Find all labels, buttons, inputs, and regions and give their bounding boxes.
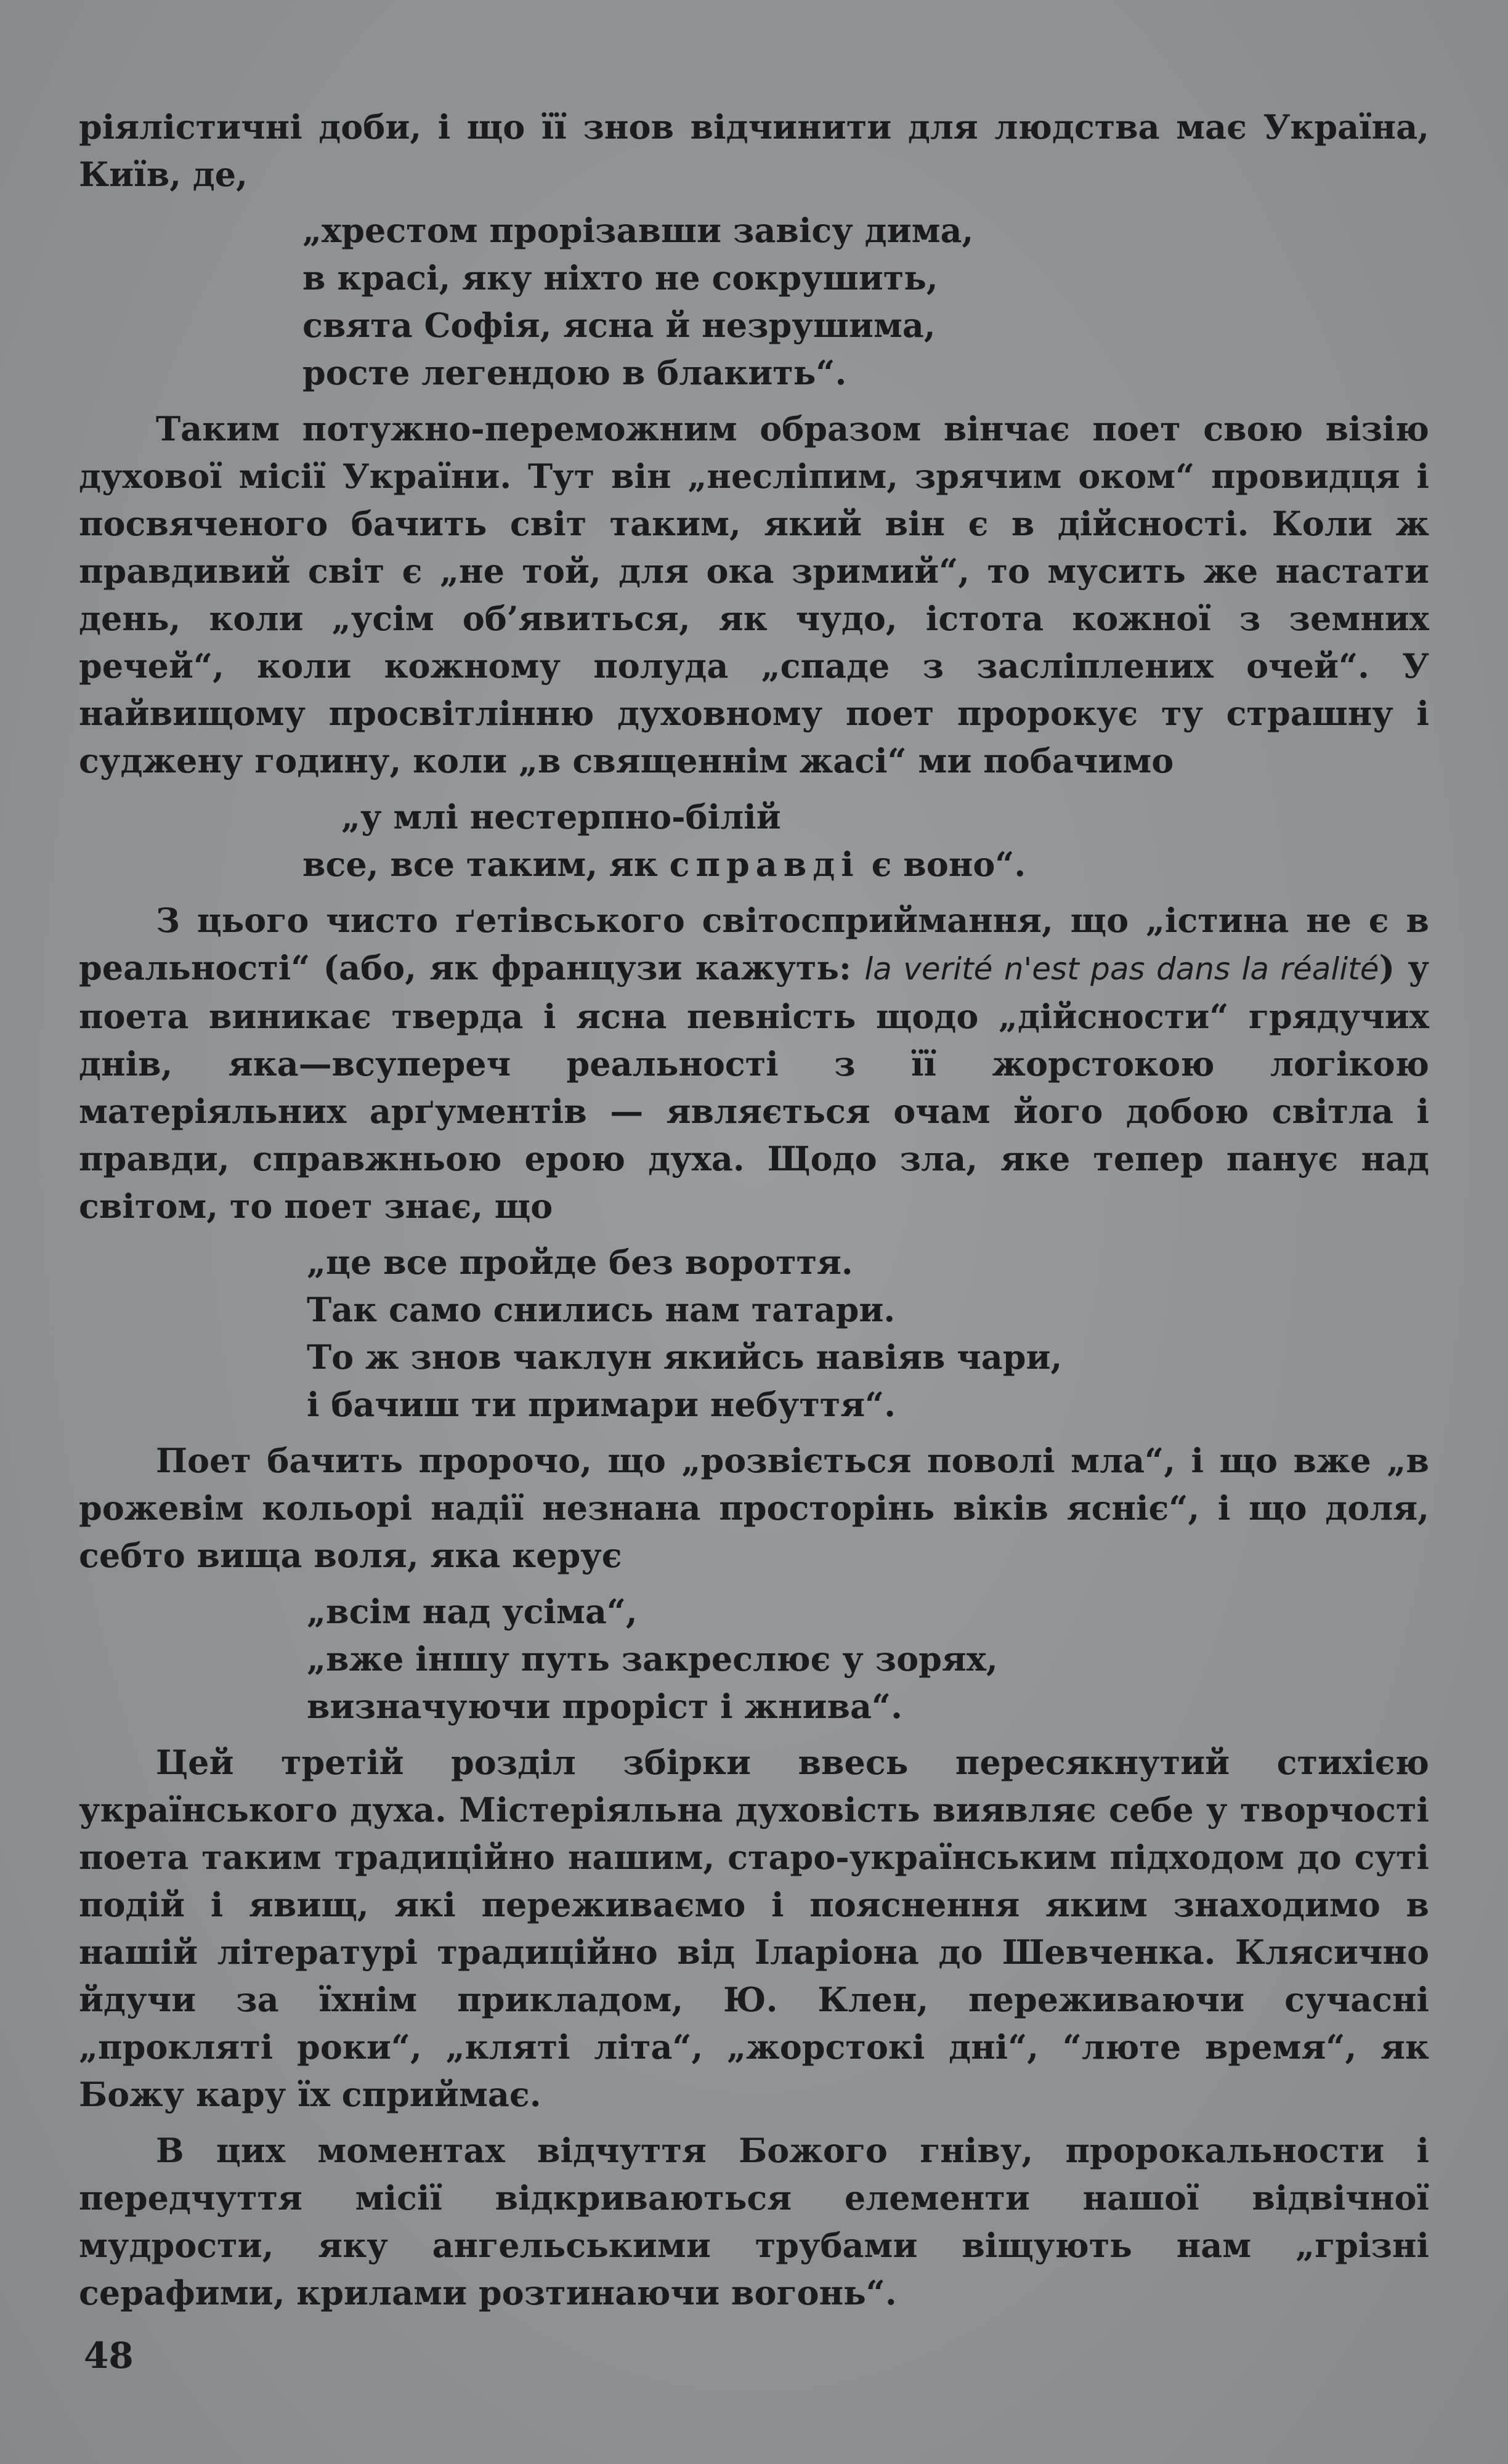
- paragraph-1: ріялістичні доби, і що її знов відчинити для людства має Україна, Київ, де,: [79, 107, 1429, 194]
- paragraph-5: Цей третій розділ збірки ввесь пересякнутий стихією українського духа. Містеріяльна духовість виявляє себе у творчості поета таким традиційно нашим, старо-українським підходом до суті подій і явищ, які переживаємо і пояснення яким знаходимо в нашій літературі традиційно від Іларіона до Шевченка. Клясично йдучи за їхнім прикладом, Ю. Клен, переживаючи сучасні „прокляті роки“, „кляті літа“, „жорстокі дні“, “люте время“, як Божу кару їх сприймає.: [79, 1743, 1429, 2114]
- verse-line: [302, 841, 1429, 888]
- verse-line: і бачиш ти примари небуття“.: [307, 1385, 896, 1424]
- verse-line: „це все пройде без вороття.: [307, 1242, 853, 1282]
- verse-text: є воно“.: [859, 845, 1026, 884]
- paragraph-text: З цього чисто ґетівського світосприймання, що „істина не є в реальності“ (або, як французи кажуть:: [79, 901, 1429, 987]
- verse-quote-2: [79, 793, 1429, 888]
- verse-line: в красі, яку ніхто не сокрушить,: [302, 258, 938, 298]
- paragraph-4: Поет бачить пророчо, що „розвіється поволі мла“, і що вже „в рожевім кольорі надії незнана просторінь віків ясніє“, і що доля, себто вища воля, яка керує: [79, 1441, 1429, 1575]
- verse-line: „вже іншу путь закреслює у зорях,: [307, 1639, 998, 1679]
- page-text: [79, 103, 1429, 2325]
- spaced-emphasis: справді: [669, 845, 860, 884]
- french-quote: la verité n'est pas dans la réalité: [864, 951, 1379, 987]
- verse-line: „хрестом прорізавши завісу дима,: [302, 211, 974, 250]
- page-number: 48: [84, 2335, 134, 2377]
- verse-quote-3: [79, 1239, 1429, 1429]
- verse-line: свята Софія, ясна й незрушима,: [302, 306, 936, 345]
- verse-text: все, все таким, як: [302, 845, 670, 884]
- verse-line: „всім над усіма“,: [307, 1592, 638, 1631]
- paragraph-3: [79, 897, 1429, 1230]
- verse-line: Так само снились нам татари.: [307, 1290, 896, 1329]
- paragraph-6: В цих моментах відчуття Божого гніву, пророкальности і передчуття місії відкриваються елементи нашої відвічної мудрости, яку ангельськими трубами віщують нам „грізні серафими, крилами розтинаючи вогонь“.: [79, 2131, 1429, 2312]
- verse-line: „у млі нестерпно-білій: [341, 797, 781, 837]
- verse-line: росте легендою в блакить“.: [302, 353, 847, 392]
- paragraph-2: Таким потужно-переможним образом вінчає поет свою візію духової місії України. Тут він „несліпим, зрячим оком“ провидця і посвяченого бачить світ таким, який він є в дійсності. Коли ж правдивий світ є „не той, для ока зримий“, то мусить же настати день, коли „усім об’явиться, як чудо, істота кожної з земних речей“, коли кожному полуда „спаде з засліплених очей“. У найвищому просвітлінню духовному поет пророкує ту страшну і суджену годину, коли „в священнім жасі“ ми побачимо: [79, 409, 1429, 780]
- verse-line: То ж знов чаклун якийсь навіяв чари,: [307, 1337, 1063, 1377]
- paragraph-text: ) у поета виникає тверда і ясна певність щодо „дійсности“ грядучих днів, яка—всупереч реальності з її жорстокою логікою матеріяльних арґументів — являється очам його добою світла і правди, справжньою ерою духа. Щодо зла, яке тепер панує над світом, то поет знає, що: [79, 948, 1430, 1226]
- verse-quote-4: [79, 1588, 1429, 1730]
- verse-line: визначуючи проріст і жнива“.: [307, 1687, 902, 1726]
- verse-quote-1: [79, 207, 1429, 397]
